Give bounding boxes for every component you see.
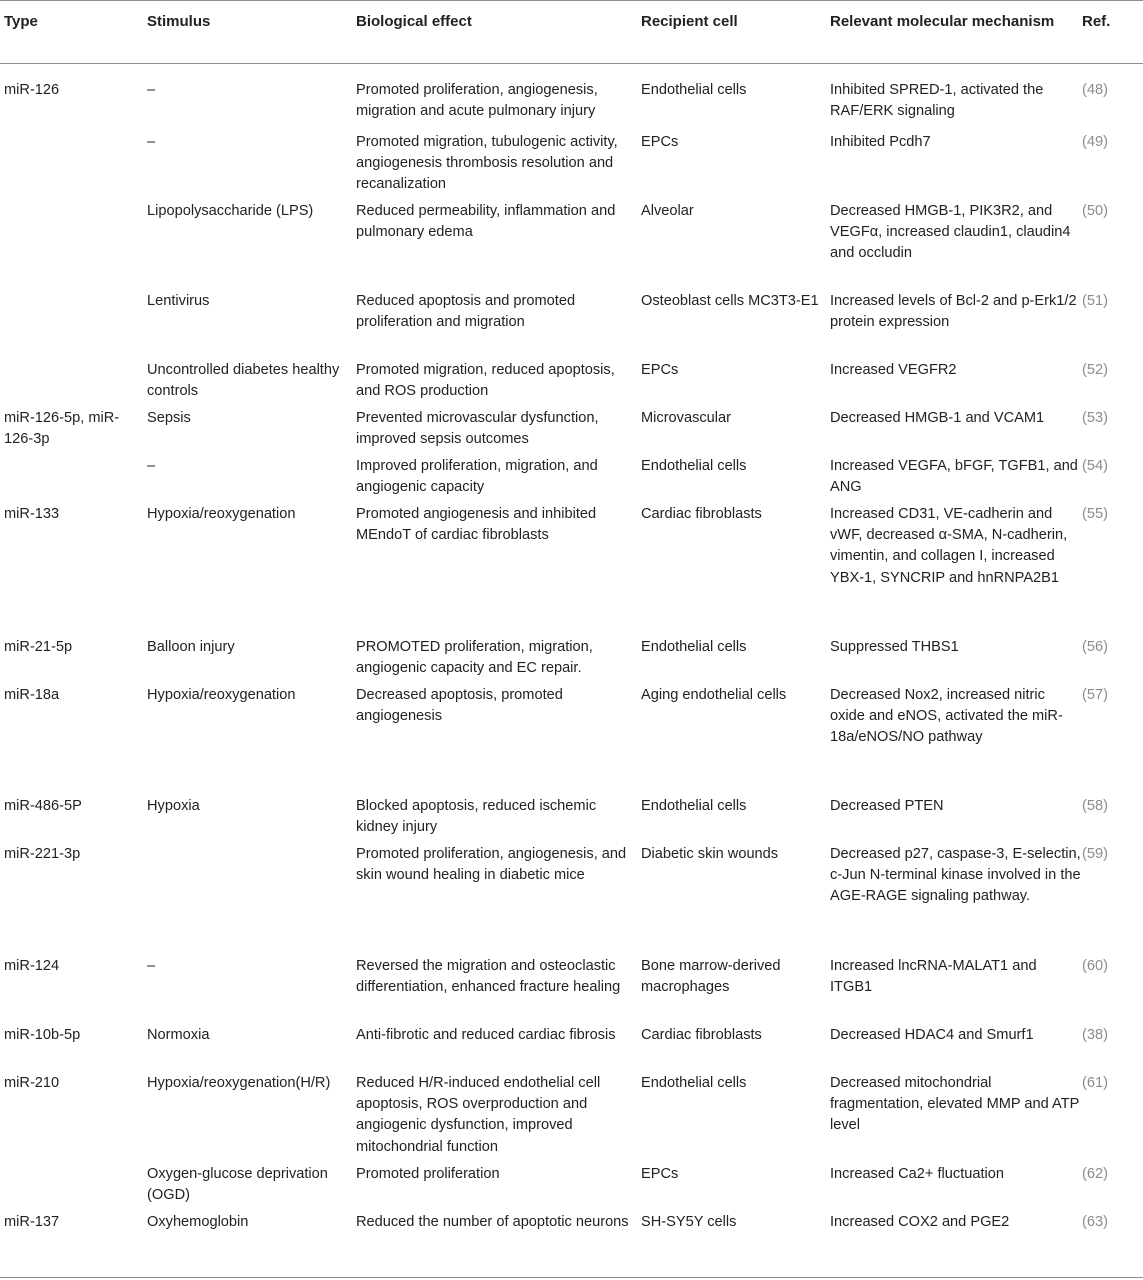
cell-mechanism: Decreased HMGB-1, PIK3R2, and VEGFα, increased claudin1, claudin4 and occludin	[830, 203, 1071, 262]
cell-effect: Reduced permeability, inflammation and pulmonary edema	[356, 203, 616, 241]
cell-recipient: Endothelial cells	[641, 458, 747, 474]
table-row	[0, 360, 1143, 408]
cell-recipient: Bone marrow-derived macrophages	[641, 958, 781, 996]
cell-stimulus: Hypoxia	[147, 798, 200, 814]
cell-type: miR-133	[4, 506, 60, 522]
cell-ref: (63)	[1082, 1214, 1108, 1230]
cell-effect: Promoted proliferation, angiogenesis, and skin wound healing in diabetic mice	[356, 846, 627, 884]
cell-recipient: EPCs	[641, 1166, 679, 1182]
cell-ref: (54)	[1082, 458, 1108, 474]
cell-type	[0, 291, 147, 360]
table-row	[0, 637, 1143, 685]
table-row	[0, 63, 1143, 132]
table-row	[0, 1164, 1143, 1212]
table-row	[0, 685, 1143, 796]
header-effect: Biological effect	[356, 13, 472, 30]
cell-mechanism: Increased COX2 and PGE2	[830, 1214, 1010, 1230]
cell-effect: Promoted migration, tubulogenic activity, angiogenesis thrombosis resolution and recanalization	[356, 134, 618, 193]
cell-ref: (53)	[1082, 410, 1108, 426]
cell-effect: Prevented microvascular dysfunction, improved sepsis outcomes	[356, 410, 599, 448]
cell-mechanism: Decreased mitochondrial fragmentation, elevated MMP and ATP level	[830, 1075, 1080, 1134]
cell-stimulus: Hypoxia/reoxygenation	[147, 687, 296, 703]
cell-type	[0, 456, 147, 504]
table-row	[0, 956, 1143, 1025]
cell-stimulus: Sepsis	[147, 410, 191, 426]
cell-mechanism: Decreased HMGB-1 and VCAM1	[830, 410, 1045, 426]
cell-mechanism: Decreased PTEN	[830, 798, 944, 814]
header-row	[0, 0, 1143, 63]
table-header	[0, 0, 1143, 63]
cell-effect: Improved proliferation, migration, and angiogenic capacity	[356, 458, 598, 496]
table-bottom-rule	[0, 1277, 1143, 1278]
cell-ref: (38)	[1082, 1027, 1108, 1043]
cell-ref: (51)	[1082, 293, 1108, 309]
table-row	[0, 132, 1143, 201]
cell-recipient: EPCs	[641, 362, 679, 378]
cell-effect: Reduced the number of apoptotic neurons	[356, 1214, 629, 1230]
cell-effect: Anti-fibrotic and reduced cardiac fibrosis	[356, 1027, 616, 1043]
cell-stimulus: Normoxia	[147, 1027, 210, 1043]
cell-stimulus: Uncontrolled diabetes healthy controls	[147, 362, 340, 400]
cell-mechanism: Increased CD31, VE-cadherin and vWF, decreased α-SMA, N-cadherin, vimentin, and collagen I, increased YBX-1, SYNCRIP and hnRNPA2B1	[830, 506, 1068, 586]
cell-effect: Blocked apoptosis, reduced ischemic kidney injury	[356, 798, 597, 836]
cell-recipient: Endothelial cells	[641, 82, 747, 98]
cell-recipient: Aging endothelial cells	[641, 687, 787, 703]
table-row	[0, 201, 1143, 291]
cell-mechanism: Decreased Nox2, increased nitric oxide and eNOS, activated the miR-18a/eNOS/NO pathway	[830, 687, 1063, 746]
cell-effect: Reduced H/R-induced endothelial cell apoptosis, ROS overproduction and angiogenic dysfunction, improved mitochondrial function	[356, 1075, 601, 1155]
cell-ref: (52)	[1082, 362, 1108, 378]
cell-effect: Promoted proliferation	[356, 1166, 500, 1182]
cell-recipient: Cardiac fibroblasts	[641, 1027, 762, 1043]
cell-mechanism: Increased VEGFR2	[830, 362, 957, 378]
cell-type: miR-10b-5p	[4, 1027, 81, 1043]
table-body	[0, 63, 1143, 1260]
cell-ref: (62)	[1082, 1166, 1108, 1182]
header-recipient: Recipient cell	[641, 13, 738, 30]
cell-ref: (56)	[1082, 639, 1108, 655]
table-row	[0, 291, 1143, 360]
cell-mechanism: Decreased p27, caspase-3, E-selectin, c-Jun N-terminal kinase involved in the AGE-RAGE signaling pathway.	[830, 846, 1081, 905]
cell-ref: (50)	[1082, 203, 1108, 219]
cell-effect: Reduced apoptosis and promoted proliferation and migration	[356, 293, 576, 331]
table-row	[0, 1025, 1143, 1073]
cell-effect: Promoted angiogenesis and inhibited MEndoT of cardiac fibroblasts	[356, 506, 597, 544]
cell-stimulus: Oxygen-glucose deprivation (OGD)	[147, 1166, 328, 1204]
cell-recipient: SH-SY5Y cells	[641, 1214, 737, 1230]
table-row	[0, 1073, 1143, 1164]
cell-stimulus: Hypoxia/reoxygenation(H/R)	[147, 1075, 331, 1091]
cell-effect: Promoted migration, reduced apoptosis, and ROS production	[356, 362, 615, 400]
cell-ref: (48)	[1082, 82, 1108, 98]
cell-effect: Decreased apoptosis, promoted angiogenesis	[356, 687, 563, 725]
cell-mechanism: Inhibited SPRED-1, activated the RAF/ERK signaling	[830, 82, 1044, 120]
cell-ref: (59)	[1082, 846, 1108, 862]
cell-recipient: Osteoblast cells MC3T3-E1	[641, 293, 819, 309]
cell-ref: (57)	[1082, 687, 1108, 703]
cell-effect: PROMOTED proliferation, migration, angiogenic capacity and EC repair.	[356, 639, 593, 677]
cell-recipient: Diabetic skin wounds	[641, 846, 779, 862]
cell-recipient: Endothelial cells	[641, 1075, 747, 1091]
table-row	[0, 456, 1143, 504]
cell-stimulus: Hypoxia/reoxygenation	[147, 506, 296, 522]
table-row	[0, 1212, 1143, 1260]
cell-ref: (55)	[1082, 506, 1108, 522]
cell-mechanism: Increased Ca2+ fluctuation	[830, 1166, 1005, 1182]
cell-type	[0, 132, 147, 201]
cell-recipient: Alveolar	[641, 203, 694, 219]
cell-type: miR-210	[4, 1075, 60, 1091]
cell-stimulus: Oxyhemoglobin	[147, 1214, 249, 1230]
table-row	[0, 408, 1143, 456]
header-mechanism: Relevant molecular mechanism	[830, 13, 1055, 30]
header-stimulus: Stimulus	[147, 13, 211, 30]
cell-ref: (61)	[1082, 1075, 1108, 1091]
cell-type	[0, 201, 147, 291]
cell-stimulus: Lipopolysaccharide (LPS)	[147, 203, 314, 219]
cell-type	[0, 1164, 147, 1212]
cell-type: miR-126-5p, miR-126-3p	[4, 410, 120, 448]
cell-stimulus: –	[147, 82, 156, 98]
table-row	[0, 844, 1143, 956]
header-ref: Ref.	[1082, 13, 1111, 30]
cell-stimulus	[147, 844, 356, 956]
cell-stimulus: –	[147, 134, 156, 150]
cell-mechanism: Suppressed THBS1	[830, 639, 959, 655]
cell-ref: (49)	[1082, 134, 1108, 150]
cell-type: miR-124	[4, 958, 60, 974]
cell-recipient: EPCs	[641, 134, 679, 150]
cell-stimulus: Lentivirus	[147, 293, 210, 309]
cell-mechanism: Decreased HDAC4 and Smurf1	[830, 1027, 1034, 1043]
cell-mechanism: Increased levels of Bcl-2 and p-Erk1/2 protein expression	[830, 293, 1077, 331]
cell-type: miR-126	[4, 82, 60, 98]
table-row	[0, 796, 1143, 844]
cell-mechanism: Increased VEGFA, bFGF, TGFB1, and ANG	[830, 458, 1078, 496]
cell-type: miR-137	[4, 1214, 60, 1230]
cell-type: miR-18a	[4, 687, 60, 703]
header-type: Type	[4, 13, 38, 30]
cell-mechanism: Inhibited Pcdh7	[830, 134, 931, 150]
cell-ref: (58)	[1082, 798, 1108, 814]
cell-recipient: Endothelial cells	[641, 798, 747, 814]
cell-ref: (60)	[1082, 958, 1108, 974]
cell-effect: Reversed the migration and osteoclastic differentiation, enhanced fracture healing	[356, 958, 621, 996]
cell-effect: Promoted proliferation, angiogenesis, migration and acute pulmonary injury	[356, 82, 598, 120]
cell-type	[0, 360, 147, 408]
cell-stimulus: –	[147, 958, 156, 974]
cell-stimulus: Balloon injury	[147, 639, 235, 655]
cell-type: miR-21-5p	[4, 639, 73, 655]
cell-type: miR-486-5P	[4, 798, 82, 814]
cell-recipient: Cardiac fibroblasts	[641, 506, 762, 522]
table-row	[0, 504, 1143, 637]
cell-recipient: Microvascular	[641, 410, 732, 426]
cell-type: miR-221-3p	[4, 846, 81, 862]
cell-mechanism: Increased lncRNA-MALAT1 and ITGB1	[830, 958, 1037, 996]
cell-recipient: Endothelial cells	[641, 639, 747, 655]
cell-stimulus: –	[147, 458, 156, 474]
